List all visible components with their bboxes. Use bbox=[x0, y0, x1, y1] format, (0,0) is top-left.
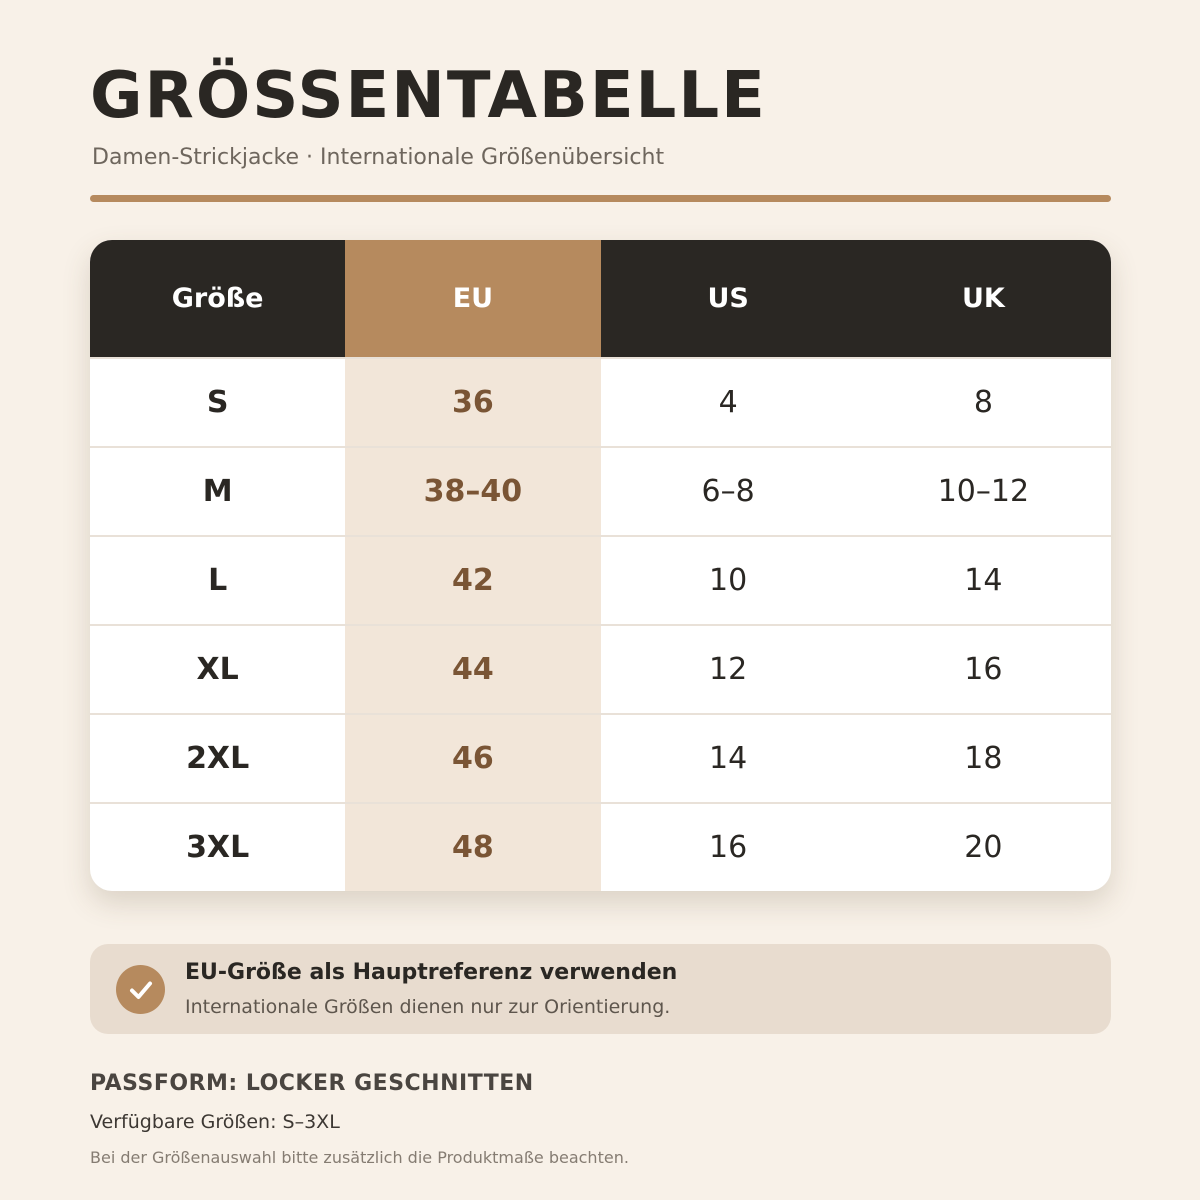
page-subtitle: Damen-Strickjacke · Internationale Größenübersicht bbox=[92, 145, 665, 170]
header-size: Größe bbox=[171, 283, 264, 314]
table-header-row bbox=[90, 240, 1111, 357]
cell-eu: 42 bbox=[345, 537, 600, 624]
header-eu: EU bbox=[345, 240, 600, 357]
cell-uk: 10–12 bbox=[937, 474, 1030, 509]
cell-uk: 20 bbox=[964, 830, 1003, 865]
page-title: GRÖSSENTABELLE bbox=[90, 59, 767, 133]
cell-us: 12 bbox=[709, 652, 748, 687]
cell-eu: 44 bbox=[345, 626, 600, 713]
cell-us: 6–8 bbox=[701, 474, 755, 509]
cell-uk: 8 bbox=[973, 385, 993, 420]
cell-us: 16 bbox=[709, 830, 748, 865]
table-row bbox=[90, 802, 1111, 891]
table-row bbox=[90, 713, 1111, 802]
info-note bbox=[90, 944, 1111, 1034]
title-divider bbox=[90, 195, 1111, 202]
cell-uk: 16 bbox=[964, 652, 1003, 687]
cell-us: 14 bbox=[709, 741, 748, 776]
header-uk: UK bbox=[961, 283, 1005, 314]
cell-size: XL bbox=[196, 652, 239, 687]
table-row bbox=[90, 624, 1111, 713]
fit-label: PASSFORM: LOCKER GESCHNITTEN bbox=[90, 1071, 534, 1096]
cell-size: L bbox=[208, 563, 228, 598]
cell-eu: 46 bbox=[345, 715, 600, 802]
cell-size: S bbox=[206, 385, 229, 420]
cell-eu: 48 bbox=[345, 804, 600, 891]
cell-size: 2XL bbox=[186, 741, 250, 776]
cell-uk: 14 bbox=[964, 563, 1003, 598]
available-sizes: Verfügbare Größen: S–3XL bbox=[90, 1111, 340, 1133]
note-title: EU-Größe als Hauptreferenz verwenden bbox=[185, 960, 678, 985]
footnote: Bei der Größenauswahl bitte zusätzlich die Produktmaße beachten. bbox=[90, 1148, 629, 1167]
check-icon bbox=[116, 965, 165, 1014]
cell-eu: 38–40 bbox=[345, 448, 600, 535]
table-row bbox=[90, 535, 1111, 624]
note-text: Internationale Größen dienen nur zur Orientierung. bbox=[185, 996, 671, 1018]
table-row bbox=[90, 446, 1111, 535]
header-us: US bbox=[707, 283, 749, 314]
cell-eu: 36 bbox=[345, 359, 600, 446]
table-row bbox=[90, 357, 1111, 446]
cell-us: 10 bbox=[709, 563, 748, 598]
cell-size: 3XL bbox=[186, 830, 250, 865]
cell-uk: 18 bbox=[964, 741, 1003, 776]
cell-size: M bbox=[202, 474, 233, 509]
cell-us: 4 bbox=[718, 385, 738, 420]
size-table bbox=[90, 240, 1111, 891]
